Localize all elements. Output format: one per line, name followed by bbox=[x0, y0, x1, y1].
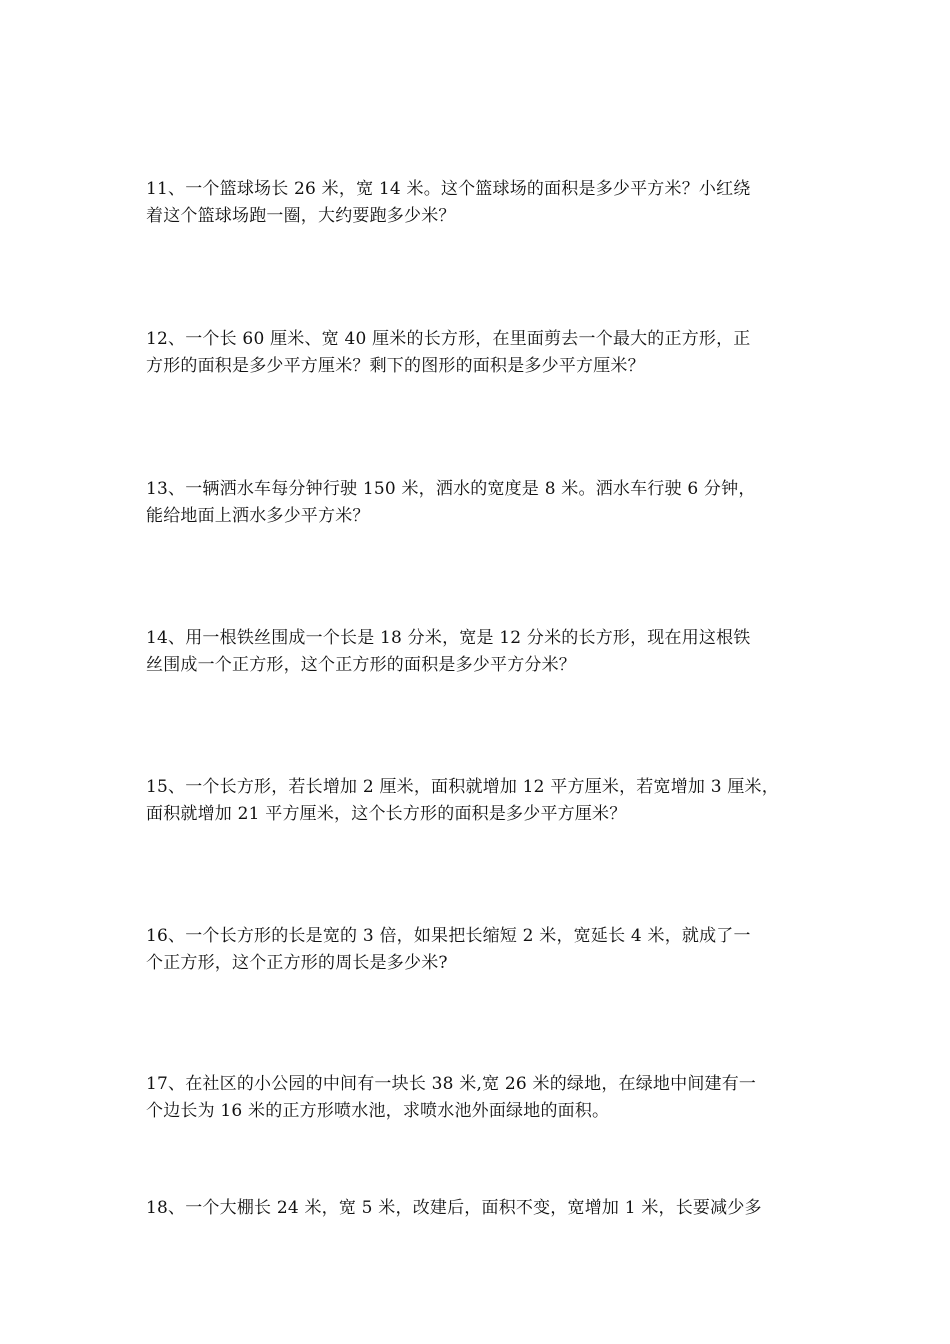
problem-18 bbox=[146, 1195, 826, 1222]
problem-14-line-1: 14、用一根铁丝围成一个长是 18 分米，宽是 12 分米的长方形，现在用这根铁 bbox=[146, 628, 751, 648]
problem-11-line-2: 着这个篮球场跑一圈，大约要跑多少米？ bbox=[146, 206, 456, 226]
problem-12 bbox=[146, 326, 826, 380]
problem-15-line-1: 15、一个长方形，若长增加 2 厘米，面积就增加 12 平方厘米，若宽增加 3 厘米， bbox=[146, 777, 779, 797]
problem-17 bbox=[146, 1071, 826, 1125]
problem-13-line-2: 能给地面上洒水多少平方米？ bbox=[146, 506, 370, 526]
problem-15-line-2: 面积就增加 21 平方厘米，这个长方形的面积是多少平方厘米？ bbox=[146, 804, 627, 824]
problem-15 bbox=[146, 774, 826, 828]
problem-13 bbox=[146, 476, 826, 530]
problem-11 bbox=[146, 176, 826, 230]
problem-16-line-1: 16、一个长方形的长是宽的 3 倍，如果把长缩短 2 米，宽延长 4 米，就成了一 bbox=[146, 926, 751, 946]
problem-12-line-1: 12、一个长 60 厘米、宽 40 厘米的长方形，在里面剪去一个最大的正方形，正 bbox=[146, 329, 751, 349]
problem-13-line-1: 13、一辆洒水车每分钟行驶 150 米，洒水的宽度是 8 米。洒水车行驶 6 分钟， bbox=[146, 479, 756, 499]
problem-17-line-2: 个边长为 16 米的正方形喷水池，求喷水池外面绿地的面积。 bbox=[146, 1101, 610, 1121]
problem-14 bbox=[146, 625, 826, 679]
problem-12-line-2: 方形的面积是多少平方厘米？剩下的图形的面积是多少平方厘米？ bbox=[146, 356, 645, 376]
problem-11-line-1: 11、一个篮球场长 26 米，宽 14 米。这个篮球场的面积是多少平方米？小红绕 bbox=[146, 179, 751, 199]
problem-16 bbox=[146, 923, 826, 977]
problem-14-line-2: 丝围成一个正方形，这个正方形的面积是多少平方分米？ bbox=[146, 655, 576, 675]
problem-18-line-1: 18、一个大棚长 24 米，宽 5 米，改建后，面积不变，宽增加 1 米，长要减少多 bbox=[146, 1198, 762, 1218]
problem-17-line-1: 17、在社区的小公园的中间有一块长 38 米,宽 26 米的绿地，在绿地中间建有一 bbox=[146, 1074, 757, 1094]
problem-16-line-2: 个正方形，这个正方形的周长是多少米? bbox=[146, 953, 448, 973]
